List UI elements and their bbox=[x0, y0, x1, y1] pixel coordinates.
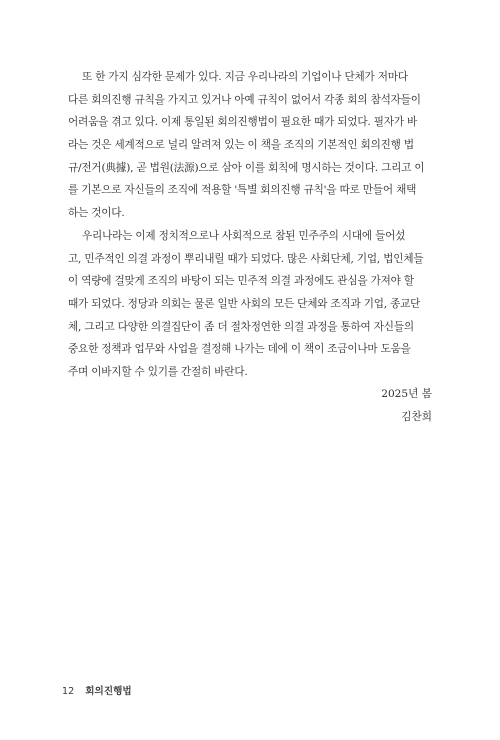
signature-date: 2025년 봄 bbox=[381, 388, 432, 400]
paragraph-line: 고, 민주적인 의결 과정이 뿌리내릴 때가 되었다. 많은 사회단체, 기업, 법인체들 bbox=[68, 252, 424, 265]
paragraph-line: 규/전거(典據), 곧 법원(法源)으로 삼아 이를 회칙에 명시하는 것이다. 그리고 이 bbox=[68, 161, 425, 174]
paragraph-line: 중요한 정책과 업무와 사업을 결정해 나가는 데에 이 책이 조금이나마 도움을 bbox=[68, 343, 411, 356]
signature-author: 김찬희 bbox=[401, 410, 432, 423]
paragraph-line: 또 한 가지 심각한 문제가 있다. 지금 우리나라의 기업이나 단체가 저마다 bbox=[82, 71, 408, 83]
running-title: 회의진행법 bbox=[85, 686, 132, 697]
paragraph-1 bbox=[68, 66, 434, 225]
paragraph-line: 하는 것이다. bbox=[68, 207, 125, 220]
paragraph-2 bbox=[68, 225, 434, 384]
page-footer bbox=[62, 683, 132, 697]
paragraph-line: 어려움을 겪고 있다. 이제 통일된 회의진행법이 필요한 때가 되었다. 필자가 바 bbox=[68, 116, 418, 129]
paragraph-line: 때가 되었다. 정당과 의회는 물론 일반 사회의 모든 단체와 조직과 기업, 종교단 bbox=[68, 297, 421, 310]
page-number: 12 bbox=[62, 686, 75, 697]
paragraph-line: 이 역량에 걸맞게 조직의 바탕이 되는 민주적 의결 과정에도 관심을 가져야 할 bbox=[68, 275, 414, 288]
paragraph-line: 를 기본으로 자신들의 조직에 적용할 '특별 회의진행 규칙'을 따로 만들어 채택 bbox=[68, 184, 417, 197]
paragraph-line: 체, 그리고 다양한 의결집단이 좀 더 절차정연한 의결 과정을 통하여 자신들의 bbox=[68, 320, 414, 333]
signature-block bbox=[381, 383, 432, 428]
paragraph-line: 우리나라는 이제 정치적으로나 사회적으로 참된 민주주의 시대에 들어섰 bbox=[82, 229, 406, 242]
preface-body bbox=[68, 66, 434, 384]
paragraph-line: 주며 이바지할 수 있기를 간절히 바란다. bbox=[68, 365, 248, 378]
paragraph-line: 라는 것은 세계적으로 널리 알려져 있는 이 책을 조직의 기본적인 회의진행 법 bbox=[68, 139, 414, 152]
paragraph-line: 다른 회의진행 규칙을 가지고 있거나 아예 규칙이 없어서 각종 회의 참석자들이 bbox=[68, 93, 421, 106]
